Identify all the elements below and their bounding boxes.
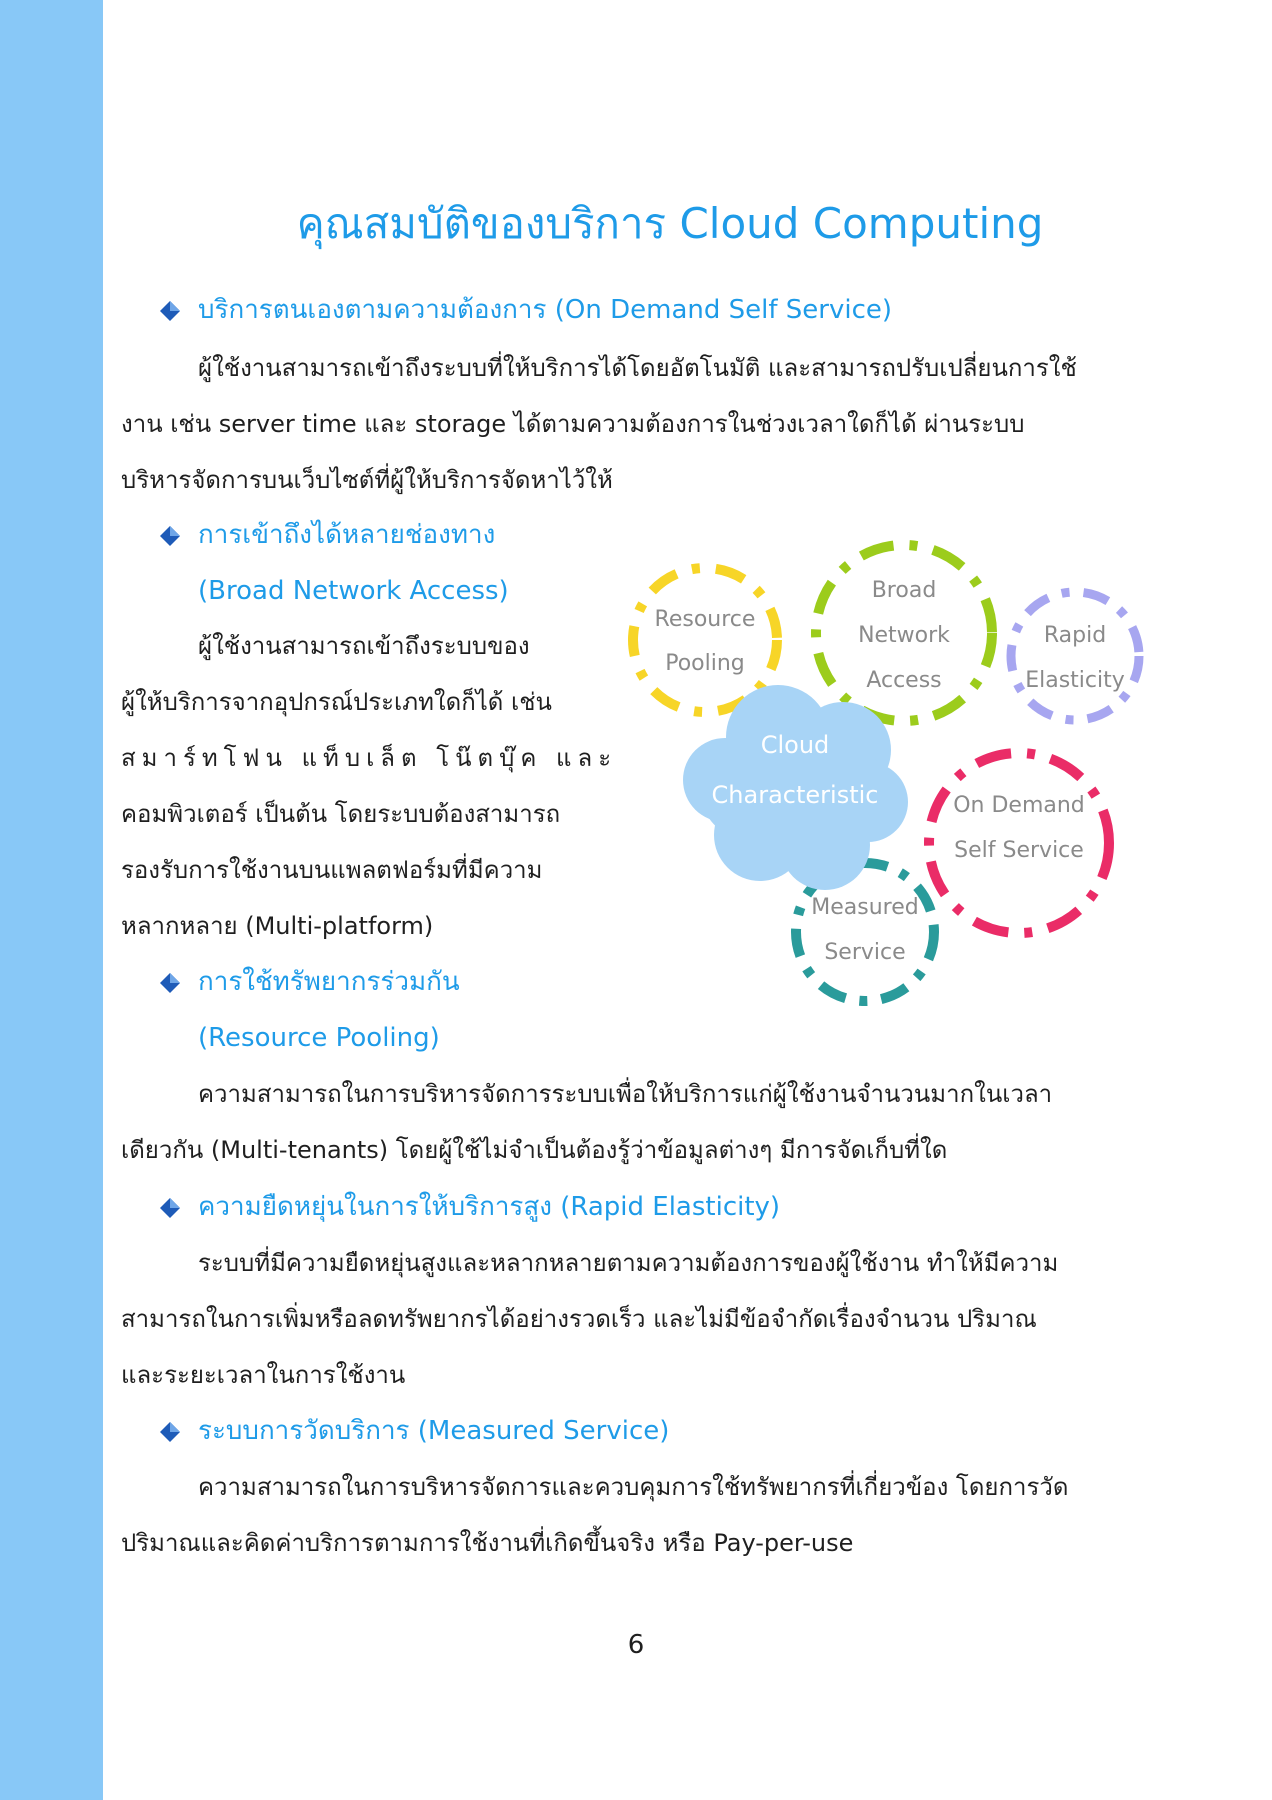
text-line: ความสามารถในการบริหารจัดการระบบเพื่อให้บริการแก่ผู้ใช้งานจำนวนมากในเวลา <box>198 1080 1053 1108</box>
diamond-bullet-icon <box>158 1420 198 1444</box>
text-line: บริหารจัดการบนเว็บไซต์ที่ผู้ให้บริการจัดหาไว้ให้ <box>121 466 613 494</box>
subheading-broad-network: (Broad Network Access) <box>198 576 509 606</box>
text-line: เดียวกัน (Multi-tenants) โดยผู้ใช้ไม่จำเป็นต้องรู้ว่าข้อมูลต่างๆ มีการจัดเก็บที่ใด <box>121 1136 948 1164</box>
left-color-strip <box>0 0 103 1800</box>
on-demand-label-1: On Demand <box>953 793 1085 818</box>
paragraph-broad-network <box>121 618 626 954</box>
broad-network-ring <box>816 545 992 721</box>
cloud-label-1: Cloud <box>760 731 830 759</box>
paragraph-measured-service <box>121 1459 1151 1571</box>
cloud-characteristic-diagram <box>610 530 1170 1020</box>
text-line: ระบบที่มีความยืดหยุ่นสูงและหลากหลายตามความต้องการของผู้ใช้งาน ทำให้มีความ <box>198 1249 1059 1277</box>
on-demand-label-2: Self Service <box>954 838 1084 863</box>
page-number: 6 <box>627 1630 645 1660</box>
heading-measured-service <box>158 1411 669 1451</box>
measured-service-label-1: Measured <box>811 895 919 920</box>
paragraph-rapid-elasticity <box>121 1235 1151 1403</box>
diamond-bullet-icon <box>158 299 198 323</box>
text-line: หลากหลาย (Multi-platform) <box>121 912 434 940</box>
text-line: ผู้ใช้งานสามารถเข้าถึงระบบที่ให้บริการได้โดยอัตโนมัติ และสามารถปรับเปลี่ยนการใช้ <box>198 354 1077 382</box>
page-title: คุณสมบัติของบริการ Cloud Computing <box>296 199 1044 248</box>
text-line: รองรับการใช้งานบนแพลตฟอร์มที่มีความ <box>121 856 543 884</box>
text-line: ความสามารถในการบริหารจัดการและควบคุมการใช้ทรัพยากรที่เกี่ยวข้อง โดยการวัด <box>198 1473 1069 1501</box>
broad-network-label-3: Access <box>866 668 942 693</box>
text-line: สมาร์ทโฟน แท็บเล็ต โน๊ตบุ๊ค และ <box>121 744 618 772</box>
text-line: ผู้ให้บริการจากอุปกรณ์ประเภทใดก็ได้ เช่น <box>121 688 552 716</box>
resource-pooling-label-1: Resource <box>654 607 756 632</box>
broad-network-label-1: Broad <box>871 578 937 603</box>
text-line: งาน เช่น server time และ storage ได้ตามความต้องการในช่วงเวลาใดก็ได้ ผ่านระบบ <box>121 410 1025 438</box>
text-line: สามารถในการเพิ่มหรือลดทรัพยากรได้อย่างรวดเร็ว และไม่มีข้อจำกัดเรื่องจำนวน ปริมาณ <box>121 1305 1037 1333</box>
heading-resource-pooling <box>158 962 460 1002</box>
text-line: ปริมาณและคิดค่าบริการตามการใช้งานที่เกิดขึ้นจริง หรือ Pay-per-use <box>121 1529 854 1557</box>
cloud-label-2: Characteristic <box>711 781 879 809</box>
heading-on-demand-text: บริการตนเองตามความต้องการ (On Demand Self Service) <box>198 295 893 325</box>
rapid-elasticity-ring <box>1011 592 1139 720</box>
text-line: ผู้ใช้งานสามารถเข้าถึงระบบของ <box>198 632 530 660</box>
measured-service-label-2: Service <box>824 940 906 965</box>
broad-network-label-2: Network <box>858 623 950 648</box>
rapid-elasticity-label-2: Elasticity <box>1025 668 1125 693</box>
diamond-bullet-icon <box>158 971 198 995</box>
heading-rapid-elasticity <box>158 1187 780 1227</box>
heading-broad-network <box>158 515 495 555</box>
paragraph-resource-pooling <box>121 1066 1151 1178</box>
heading-resource-pooling-text: การใช้ทรัพยากรร่วมกัน <box>198 967 460 997</box>
heading-measured-service-text: ระบบการวัดบริการ (Measured Service) <box>198 1416 670 1446</box>
rapid-elasticity-label-1: Rapid <box>1043 623 1107 648</box>
heading-broad-network-text: การเข้าถึงได้หลายช่องทาง <box>198 520 496 550</box>
heading-rapid-elasticity-text: ความยืดหยุ่นในการให้บริการสูง (Rapid Elasticity) <box>198 1192 781 1222</box>
text-line: และระยะเวลาในการใช้งาน <box>121 1361 406 1389</box>
heading-on-demand <box>158 290 892 330</box>
diamond-bullet-icon <box>158 1196 198 1220</box>
diamond-bullet-icon <box>158 524 198 548</box>
text-line: คอมพิวเตอร์ เป็นต้น โดยระบบต้องสามารถ <box>121 800 561 828</box>
subheading-resource-pooling: (Resource Pooling) <box>198 1023 440 1053</box>
paragraph-on-demand <box>121 340 1151 508</box>
resource-pooling-label-2: Pooling <box>665 651 745 676</box>
on-demand-ring <box>929 753 1109 933</box>
